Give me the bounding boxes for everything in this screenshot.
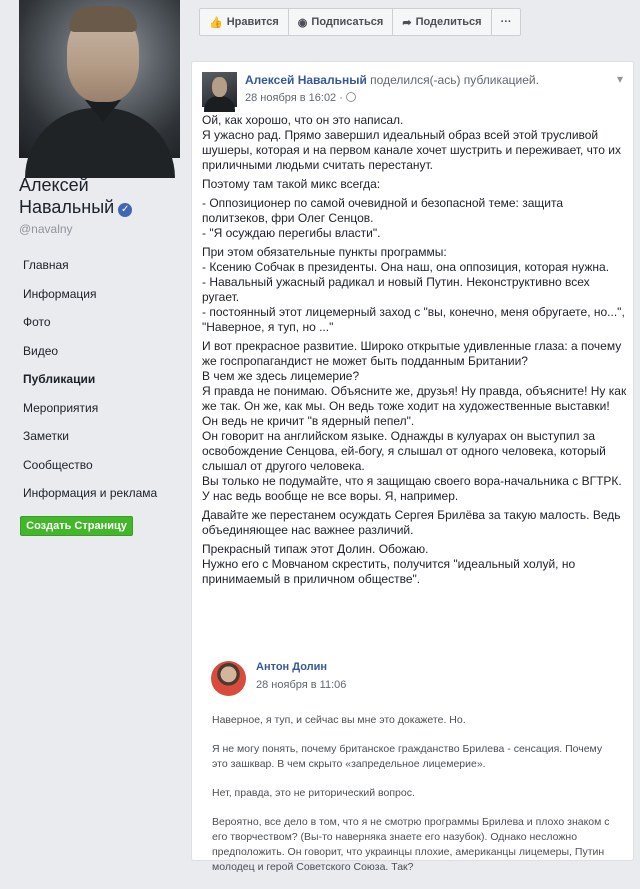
shared-paragraph: Я не могу понять, почему британское гражданство Брилева - сенсация. Почему это зашквар. В чем скрыто «запредельное лицемерие». <box>212 743 603 770</box>
shared-post-body <box>212 713 617 889</box>
post-paragraph: Поэтому там такой микс всегда: <box>202 177 381 191</box>
profile-photo[interactable] <box>19 0 180 158</box>
post-meta <box>245 92 356 104</box>
nav-item-notes[interactable]: Заметки <box>23 429 69 443</box>
post-paragraph: При этом обязательные пункты программы: - Ксению Собчак в президенты. Она наш, она оппозиция, которая нужна. - Навальный ужасный радикал и новый Путин. Неконструктивно всех ругает. - постоянный этот лицемерный заход с "вы, конечно, меня обругаете, но...", "Наверное, я туп, но ..." <box>202 245 625 334</box>
like-label: Нравится <box>226 16 279 28</box>
post-paragraph: Прекрасный типаж этот Долин. Обожаю. Нужно его с Мовчаном скрестить, получится "идеальный холуй, но принимаемый в приличном обществе". <box>202 542 576 586</box>
nav-item-events[interactable]: Мероприятия <box>23 400 99 415</box>
page-action-bar <box>199 8 521 36</box>
shared-paragraph: Вероятно, все дело в том, что я не смотрю программы Брилева и плохо знаком с его творчеством? (Вы-то наверняка знаете его назубок). Однако несложно предположить. Он говорит, что украинцы плохие, американцы лицемеры, Путин молодец и герой Советского Союза. Так? <box>212 816 610 873</box>
globe-icon <box>346 92 356 102</box>
post-header <box>245 73 539 87</box>
post-paragraph: Ой, как хорошо, что он это написал. Я ужасно рад. Прямо завершил идеальный образ всей этой трусливой шушеры, которая и на первом канале хочет шустрить и переживает, что их приличными людьми считать перестанут. <box>202 113 621 172</box>
share-label: Поделиться <box>415 16 482 28</box>
page-nav <box>15 251 185 508</box>
share-arrow-icon: ➦ <box>402 16 412 29</box>
follow-label: Подписаться <box>311 16 384 28</box>
nav-item-about[interactable]: Информация <box>23 286 97 301</box>
left-column <box>0 0 196 852</box>
shared-author-name[interactable]: Антон Долин <box>256 661 328 673</box>
shared-post[interactable] <box>202 653 627 873</box>
share-button[interactable] <box>393 9 491 35</box>
follow-button[interactable] <box>289 9 394 35</box>
verified-icon: ✓ <box>118 203 132 217</box>
nav-item-home[interactable]: Главная <box>23 258 69 272</box>
avatar-face <box>212 77 227 97</box>
page-handle[interactable]: @navalny <box>19 222 73 236</box>
nav-item-videos[interactable]: Видео <box>23 343 59 358</box>
more-button[interactable]: ··· <box>500 16 512 28</box>
shared-paragraph: Нет, правда, это не риторический вопрос. <box>212 787 415 799</box>
author-name-link[interactable]: Алексей Навальный <box>245 73 367 87</box>
shared-timestamp[interactable]: 28 ноября в 11:06 <box>256 679 347 691</box>
shared-publication-text: поделился(-ась) публикацией. <box>370 73 539 87</box>
post-paragraph: Давайте же перестанем осуждать Сергея Брилёва за такую малость. Ведь объединяющее нас важнее различий. <box>202 508 621 537</box>
avatar-body <box>204 96 235 112</box>
like-button[interactable] <box>200 9 289 35</box>
nav-item-posts[interactable]: Публикации <box>23 372 96 386</box>
shared-paragraph: Наверное, я туп, и сейчас вы мне это докажете. Но. <box>212 714 466 726</box>
nav-item-info-ads[interactable]: Информация и реклама <box>23 486 158 500</box>
post-paragraph: - Оппозиционер по самой очевидной и безопасной теме: защита политзеков, фри Олег Сенцов. - "Я осуждаю перегибы власти". <box>202 196 564 240</box>
create-page-button[interactable]: Создать Страницу <box>20 516 133 536</box>
nav-item-photos[interactable]: Фото <box>23 315 51 329</box>
post-menu-icon[interactable]: ▾ <box>616 72 623 86</box>
profile-photo-shoulders <box>25 108 175 178</box>
author-avatar[interactable] <box>202 72 237 107</box>
page-title[interactable] <box>19 174 179 218</box>
post-paragraph: И вот прекрасное развитие. Широко открытые удивленные глаза: а почему же госпропагандист не может быть подданным Британии? В чем же здесь лицемерие? Я правда не понимаю. Объясните же, друзья! Ну правда, объясните! Ну как же так. Он же, как мы. Он ведь тоже ходит на художественные выставки! Он ведь не кричит "в ядерный пепел". Он говорит на английском языке. Однажды в кулуарах он выступил за освобождение Сенцова, ей-богу, я слышал от одного человека, который слышал от другого человека. Вы только не подумайте, что я защищаю своего вора-начальника с ВГТРК. У нас ведь вообще не все воры. Я, например. <box>202 339 627 503</box>
profile-photo-hair <box>69 6 137 32</box>
nav-item-community[interactable]: Сообщество <box>23 457 93 472</box>
page-name-text: Алексей Навальный <box>19 175 115 217</box>
post-timestamp[interactable]: 28 ноября в 16:02 · <box>245 92 343 104</box>
post-card <box>191 61 634 873</box>
shared-author-avatar[interactable] <box>211 661 246 696</box>
post-body <box>202 113 627 591</box>
thumbs-up-icon: 👍 <box>209 16 223 29</box>
rss-icon: ◉ <box>297 16 308 29</box>
